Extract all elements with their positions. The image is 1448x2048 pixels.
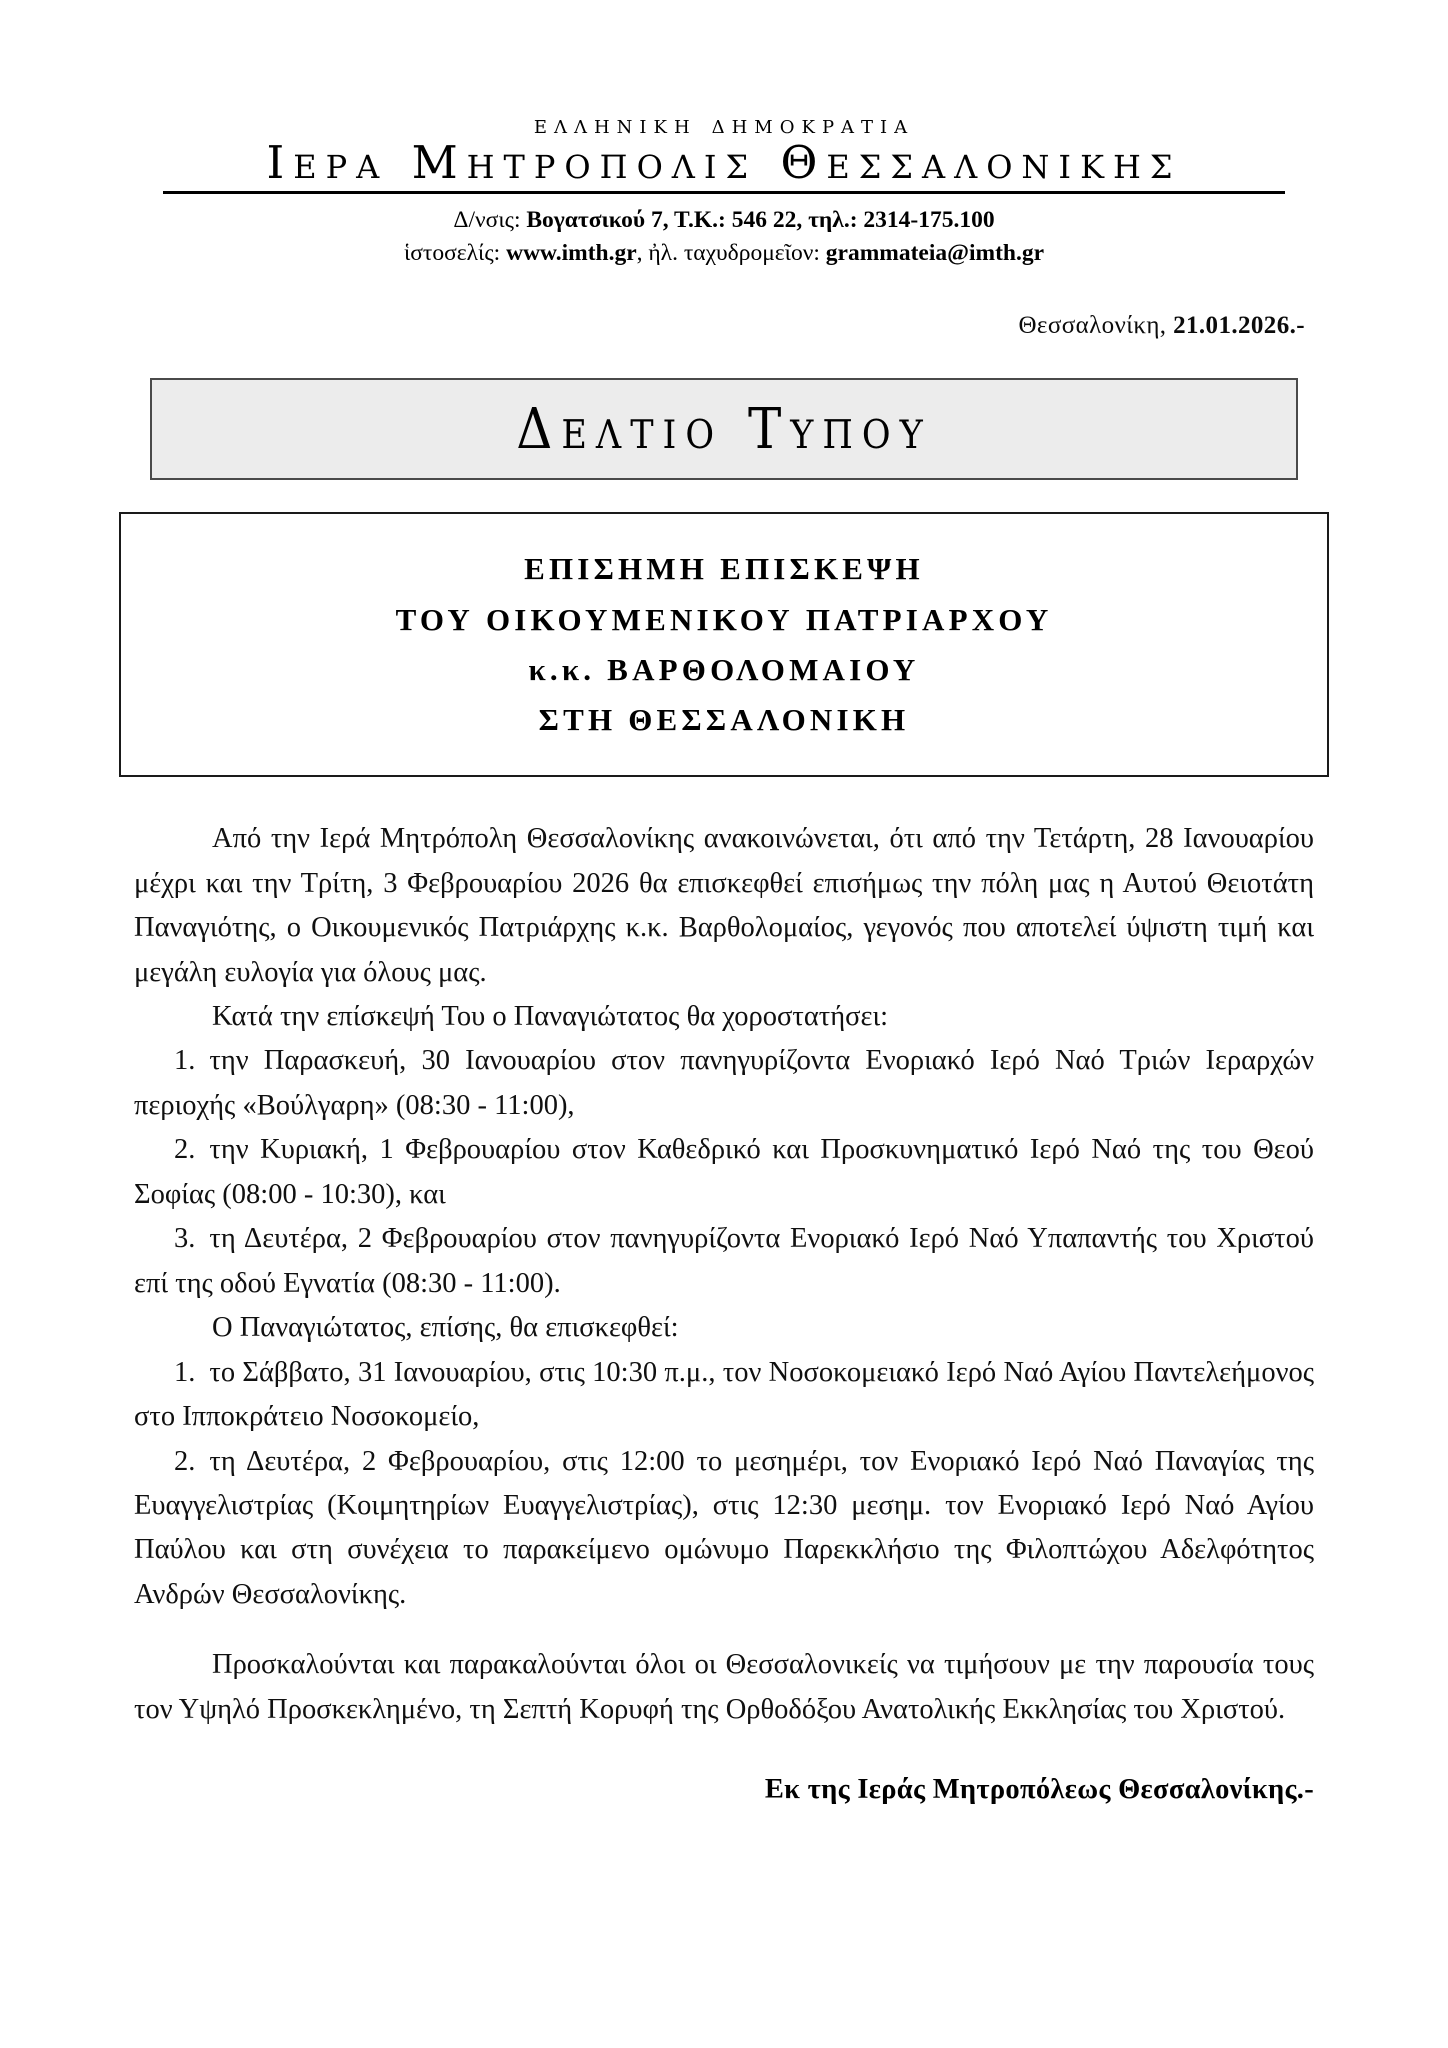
- liturgy-item-2: [134, 1128, 1314, 1217]
- visit-item-2-number: 2.: [174, 1445, 196, 1477]
- dateline-date: 21.01.2026.-: [1173, 312, 1305, 340]
- liturgy-item-3-text: τη Δευτέρα, 2 Φεβρουαρίου στον πανηγυρίζοντα Ενοριακό Ιερό Ναό Υπαπαντής του Χριστού επί της οδού Εγνατία (08:30 - 11:00).: [134, 1223, 1314, 1299]
- visit-item-1-text: το Σάββατο, 31 Ιανουαρίου, στις 10:30 π.μ., τον Νοσοκομειακό Ιερό Ναό Αγίου Παντελεήμονος στο Ιπποκράτειο Νοσοκομείο,: [134, 1356, 1314, 1433]
- subtitle-line-4: ΣΤΗ ΘΕΣΣΑΛΟΝΙΚΗ: [538, 701, 910, 737]
- press-release-title: Δελτιο Τυπου: [516, 396, 932, 462]
- subtitle-line-2: ΤΟΥ ΟΙΚΟΥΜΕΝΙΚΟΥ ΠΑΤΡΙΑΡΧΟΥ: [395, 601, 1053, 637]
- letterhead-contact-block: [0, 204, 1448, 271]
- metropolis-title: Ιερα Μητροπολις Θεσσαλονικης: [266, 136, 1182, 189]
- liturgy-item-1-number: 1.: [174, 1045, 196, 1077]
- liturgy-item-1-text: την Παρασκευή, 30 Ιανουαρίου στον πανηγυρίζοντα Ενοριακό Ιερό Ναό Τριών Ιεραρχών περιοχής «Βούλγαρη» (08:30 - 11:00),: [134, 1045, 1314, 1121]
- body-content: [134, 817, 1314, 1732]
- dateline-city: Θεσσαλονίκη,: [1018, 312, 1167, 340]
- website-value[interactable]: www.imth.gr: [506, 239, 637, 266]
- subtitle-line-1: ΕΠΙΣΗΜΗ ΕΠΙΣΚΕΨΗ: [524, 551, 924, 587]
- closing-paragraph: Προσκαλούνται και παρακαλούνται όλοι οι Θεσσαλονικείς να τιμήσουν με την παρουσία τους τον Υψηλό Προσκεκλημένο, τη Σεπτή Κορυφή της Ορθοδόξου Ανατολικής Εκκλησίας του Χριστού.: [134, 1649, 1314, 1725]
- letterhead: [0, 0, 1448, 270]
- signature-line: Εκ της Ιεράς Μητροπόλεως Θεσσαλονίκης.-: [764, 1774, 1314, 1806]
- republic-title: ελληνικη δημοκρατια: [533, 110, 915, 139]
- liturgy-item-1: [134, 1039, 1314, 1128]
- subtitle-box: [119, 512, 1329, 777]
- dateline: [0, 312, 1448, 340]
- address-value: Βογατσικού 7, Τ.Κ.: 546 22, τηλ.: 2314-175.100: [526, 206, 995, 233]
- liturgy-item-2-text: την Κυριακή, 1 Φεβρουαρίου στον Καθεδρικό και Προσκυνηματικό Ιερό Ναό της του Θεού Σοφίας (08:00 - 10:30), και: [134, 1134, 1314, 1210]
- liturgy-item-3-number: 3.: [174, 1223, 196, 1255]
- liturgy-item-2-number: 2.: [174, 1134, 196, 1166]
- press-release-banner: [150, 378, 1298, 480]
- visits-lead: Ο Παναγιώτατος, επίσης, θα επισκεφθεί:: [212, 1312, 679, 1344]
- visit-item-2: [134, 1440, 1314, 1618]
- address-line: [0, 204, 1448, 237]
- website-label: ἱστοσελίς:: [403, 239, 501, 266]
- visit-item-2-text: τη Δευτέρα, 2 Φεβρουαρίου, στις 12:00 το μεσημέρι, τον Ενοριακό Ιερό Ναό Παναγίας της Ευαγγελιστρίας (Κοιμητηρίων Ευαγγελιστρίας), στις 12:30 μεσημ. τον Ενοριακό Ιερό Ναό Αγίου Παύλου και στη συνέχεια το παρακείμενο ομώνυμο Παρεκκλήσιο της Φιλοπτώχου Αδελφότητος Ανδρών Θεσσαλονίκης.: [134, 1445, 1314, 1610]
- address-label: Δ/νσις:: [453, 206, 521, 233]
- visit-item-1: [134, 1351, 1314, 1440]
- web-line: ἱστοσελίς: www.imth.gr, ἠλ. ταχυδρομεῖον: grammateia@imth.gr: [403, 239, 1045, 266]
- subtitle-line-3: κ.κ. ΒΑΡΘΟΛΟΜΑΙΟΥ: [528, 651, 920, 687]
- visit-item-1-number: 1.: [174, 1356, 196, 1388]
- liturgy-lead: Κατά την επίσκεψή Του ο Παναγιώτατος θα χοροστατήσει:: [212, 1001, 889, 1032]
- email-value[interactable]: grammateia@imth.gr: [825, 239, 1045, 266]
- liturgy-item-3: [134, 1217, 1314, 1306]
- letterhead-divider: [163, 191, 1285, 194]
- intro-paragraph: Από την Ιερά Μητρόπολη Θεσσαλονίκης ανακοινώνεται, ότι από την Τετάρτη, 28 Ιανουαρίου μέχρι και την Τρίτη, 3 Φεβρουαρίου 2026 θα επισκεφθεί επισήμως την πόλη μας η Αυτού Θειοτάτη Παναγιότης, ο Οικουμενικός Πατριάρχης κ.κ. Βαρθολομαίος, γεγονός που αποτελεί ύψιστη τιμή και μεγάλη ευλογία για όλους μας.: [134, 823, 1314, 988]
- email-label: ἠλ. ταχυδρομεῖον:: [648, 239, 820, 266]
